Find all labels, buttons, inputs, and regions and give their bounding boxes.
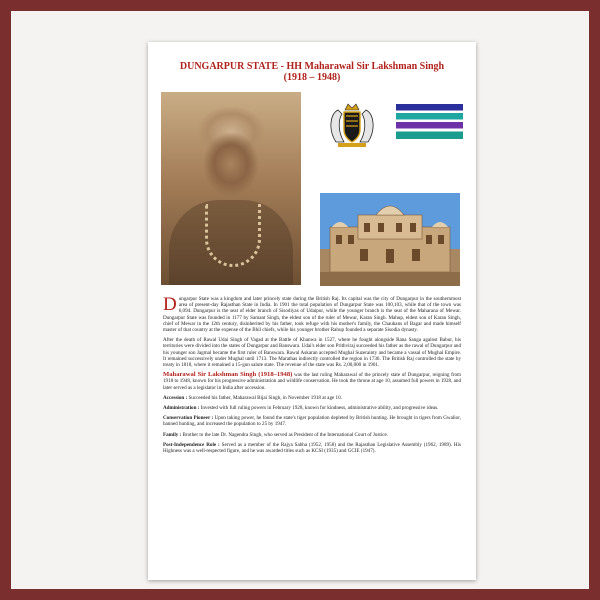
fact-text: Upon taking power, he found the state's tiger population depleted by British hunting. He brought in tigers from Gwalior, banned hunting, and increased the population to 25 by 1947. bbox=[163, 415, 461, 428]
drop-cap: D bbox=[163, 294, 177, 315]
fact-family bbox=[163, 432, 461, 438]
title-line-2: (1918 – 1948) bbox=[283, 72, 341, 83]
fact-label: Accession : bbox=[163, 394, 188, 401]
mat-frame bbox=[11, 11, 589, 589]
fact-accession bbox=[163, 395, 461, 401]
palace-image bbox=[320, 193, 460, 286]
ruler-text: was the last ruling Maharawal of the princely state of Dungarpur, reigning from 1918 to 1948, known for his progressive administration and wildlife conservation. He took the throne at age 10, assumed full powers in 1928, and later served as a legislator in India after accession. bbox=[163, 372, 461, 391]
intro-paragraph bbox=[163, 296, 461, 333]
fact-label: Post-Independence Role : bbox=[163, 441, 220, 448]
title-line-1: DUNGARPUR STATE - HH Maharawal Sir Lakshman Singh bbox=[179, 61, 445, 72]
fact-label: Family : bbox=[163, 431, 182, 438]
state-flag bbox=[396, 104, 463, 139]
ruler-paragraph bbox=[163, 372, 461, 391]
fact-text: Served as a member of the Rajya Sabha (1952, 1958) and the Rajasthan Legislative Assembly (1962, 1989). His Highness was a well-respected figure, and he was awarded titles such as KCSI (1935) and GCIE (1947). bbox=[163, 441, 461, 455]
fact-conservation bbox=[163, 415, 461, 427]
fact-text: Invested with full ruling powers in February 1928, known for kindness, administrative ability, and progressive ideas. bbox=[199, 405, 439, 412]
fact-administration bbox=[163, 405, 461, 411]
fact-text: Succeeded his father, Maharawal Bijai Singh, in November 1918 at age 10. bbox=[187, 394, 342, 401]
fact-text: Brother to the late Dr. Nagendra Singh, who served as President of the International Court of Justice. bbox=[181, 431, 389, 438]
coat-of-arms-icon bbox=[324, 100, 380, 148]
history-paragraph: After the death of Rawal Udai Singh of Vagad at the Battle of Khanwa in 1527, where he fought alongside Rana Sanga against Babur, his territories were divided into the states of Dungarpur and Banswara. Udai's elder son Prithviraj succeeded his father as the rawal of Dungarpur and his younger son Jagmal became the first ruler of Banswara. Rawal Askaran accepted Mughal Suzerainty and became a vassal of Mughal Empire. It remained successively under Mughal until 1713. The Marathas indirectly controlled the region in 1736. The British Raj controlled the state by treaty in 1818, where it remained a 15-gun salute state. The revenue of the state was Rs. 2,00,000 in 1901. bbox=[163, 337, 461, 369]
fact-post-independence bbox=[163, 442, 461, 454]
fact-label: Administration : bbox=[163, 405, 200, 412]
page-title bbox=[148, 61, 476, 83]
article-body bbox=[163, 296, 461, 458]
portrait-necklace bbox=[205, 204, 261, 267]
portrait-image bbox=[161, 92, 301, 285]
ruler-heading: Maharawal Sir Lakshman Singh (1918–1948) bbox=[163, 371, 293, 379]
intro-text: ungarpur State was a kingdom and later princely state during the British Raj. Its capital was the city of Dungarpur in the southernmost area of present-day Rajasthan State in India. In 1901 the total population of Dungarpur State was 100,103, while that of the town was 6,094. Dungarpur is the seat of elder branch of Sisodiyas of Udaipur, while the younger branch is the seat of the Maharana of Mewar. Dungarpur State was founded in 1177 by Samant Singh, the eldest son of the ruler of Mewar, Karan Singh. Mahup, eldest son of Karan Singh, chief of Mewar in the 12th century, disinherited by his father, took refuge with his mother's family, the Chauhans of Bagar and made himself master of that country at the expense of the Bhil chiefs, while his younger brother Rahup founded a separate Sisodia dynasty. bbox=[163, 296, 461, 334]
fact-label: Conservation Pioneer : bbox=[163, 415, 214, 422]
poster bbox=[148, 42, 476, 580]
